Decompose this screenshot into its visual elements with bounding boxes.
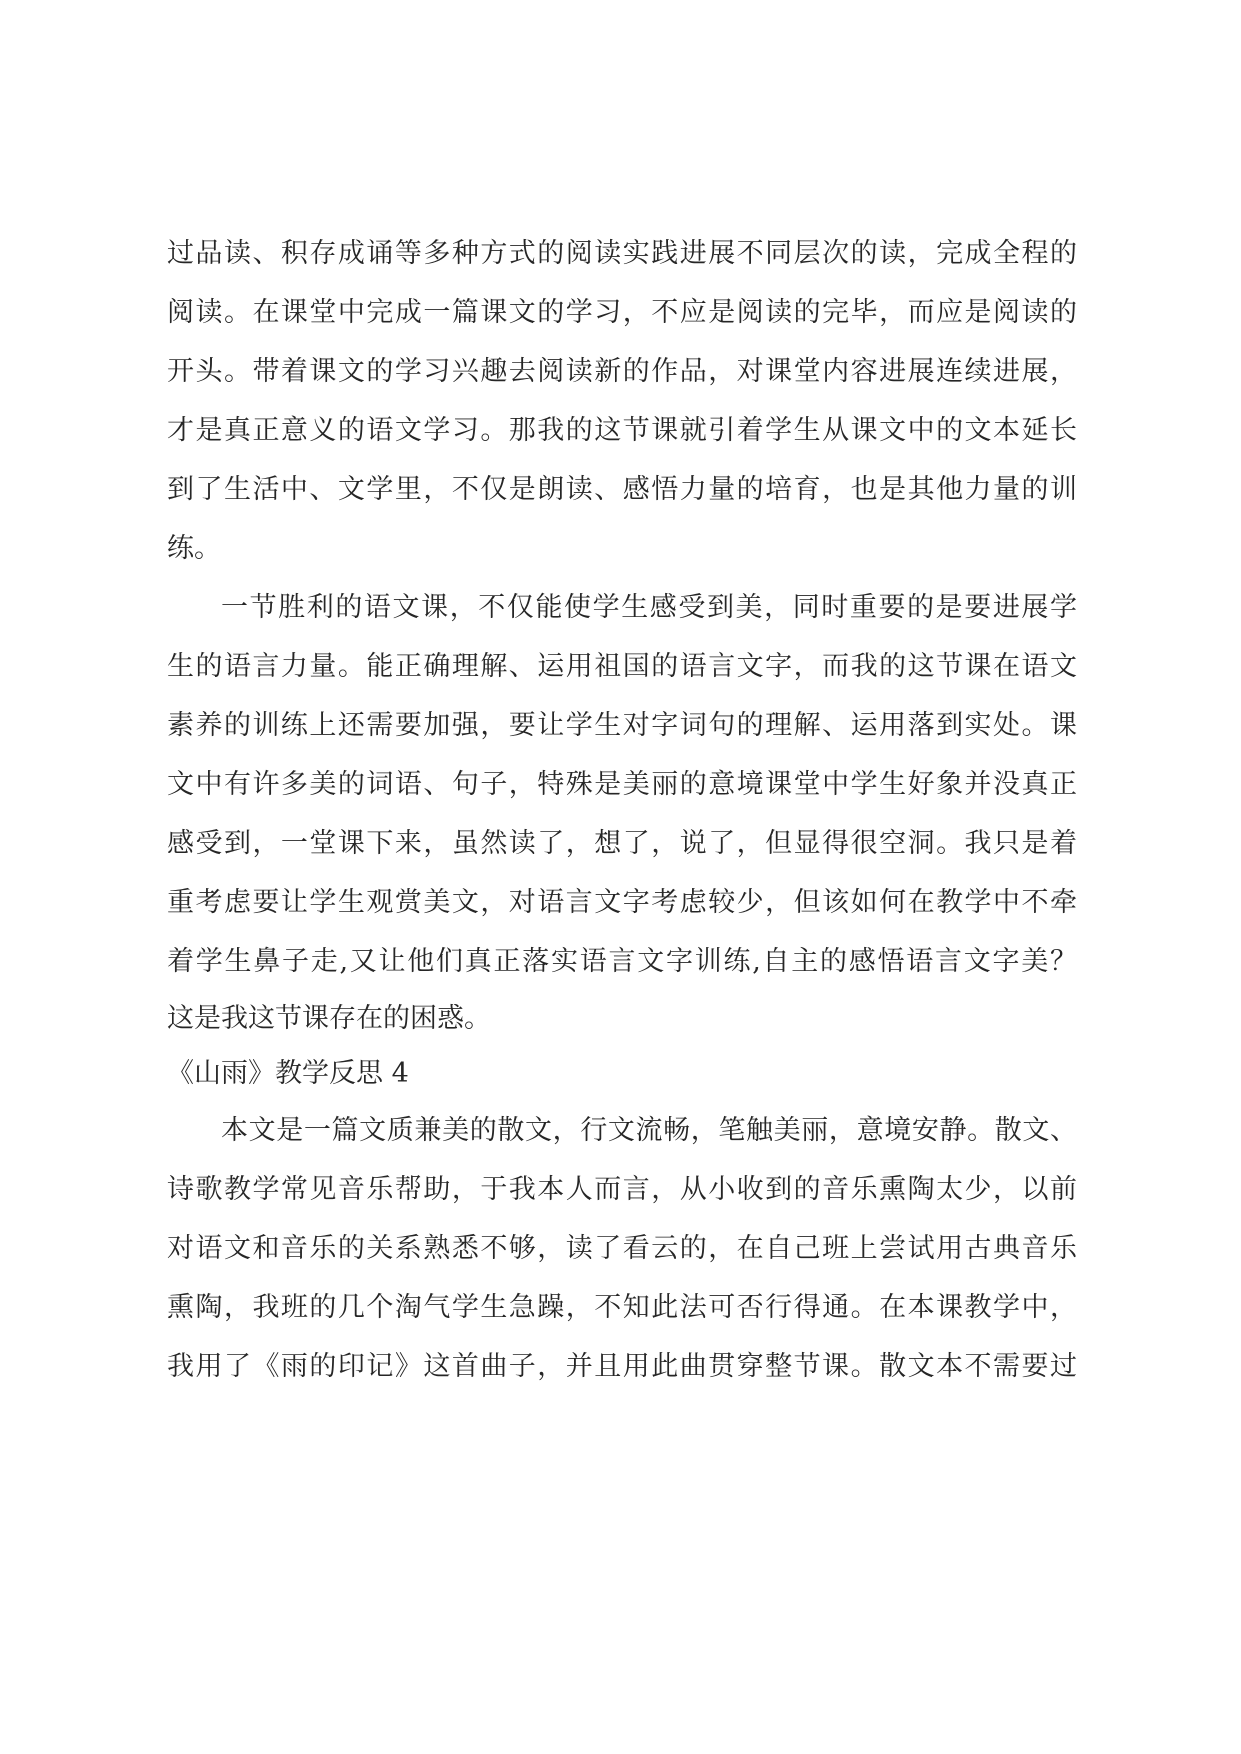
text-line-12: 重考虑要让学生观赏美文，对语言文字考虑较少，但该如何在教学中不牵 [167, 887, 1077, 918]
text-line-14: 这是我这节课存在的困惑。 [167, 1003, 491, 1034]
text-line-18: 熏陶，我班的几个淘气学生急躁，不知此法可否行得通。在本课教学中， [167, 1292, 1077, 1323]
text-line-9: 素养的训练上还需要加强，要让学生对字词句的理解、运用落到实处。课 [167, 710, 1077, 741]
text-line-3: 开头。带着课文的学习兴趣去阅读新的作品，对课堂内容进展连续进展， [167, 356, 1077, 387]
text-line-6: 练。 [167, 533, 221, 564]
text-line-2: 阅读。在课堂中完成一篇课文的学习，不应是阅读的完毕，而应是阅读的 [167, 297, 1077, 328]
text-line-5: 到了生活中、文学里，不仅是朗读、感悟力量的培育，也是其他力量的训 [167, 474, 1077, 505]
text-line-8: 生的语言力量。能正确理解、运用祖国的语言文字，而我的这节课在语文 [167, 651, 1077, 682]
text-line-17: 对语文和音乐的关系熟悉不够，读了看云的，在自己班上尝试用古典音乐 [167, 1233, 1077, 1264]
text-line-7: 一节胜利的语文课，不仅能使学生感受到美，同时重要的是要进展学 [221, 592, 1077, 623]
section-heading: 《山雨》教学反思 4 [167, 1058, 409, 1089]
text-line-10: 文中有许多美的词语、句子，特殊是美丽的意境课堂中学生好象并没真正 [167, 769, 1077, 800]
text-line-13: 着学生鼻子走,又让他们真正落实语言文字训练,自主的感悟语言文字美？ [167, 946, 1077, 977]
text-line-16: 诗歌教学常见音乐帮助，于我本人而言，从小收到的音乐熏陶太少，以前 [167, 1174, 1077, 1205]
text-line-4: 才是真正意义的语文学习。那我的这节课就引着学生从课文中的文本延长 [167, 415, 1077, 446]
document-body [167, 224, 1077, 1396]
text-line-1: 过品读、积存成诵等多种方式的阅读实践进展不同层次的读，完成全程的 [167, 238, 1077, 269]
text-line-15: 本文是一篇文质兼美的散文，行文流畅，笔触美丽，意境安静。散文、 [221, 1115, 1077, 1146]
text-line-11: 感受到，一堂课下来，虽然读了，想了，说了，但显得很空洞。我只是着 [167, 828, 1077, 859]
text-line-19: 我用了《雨的印记》这首曲子，并且用此曲贯穿整节课。散文本不需要过 [167, 1351, 1077, 1382]
